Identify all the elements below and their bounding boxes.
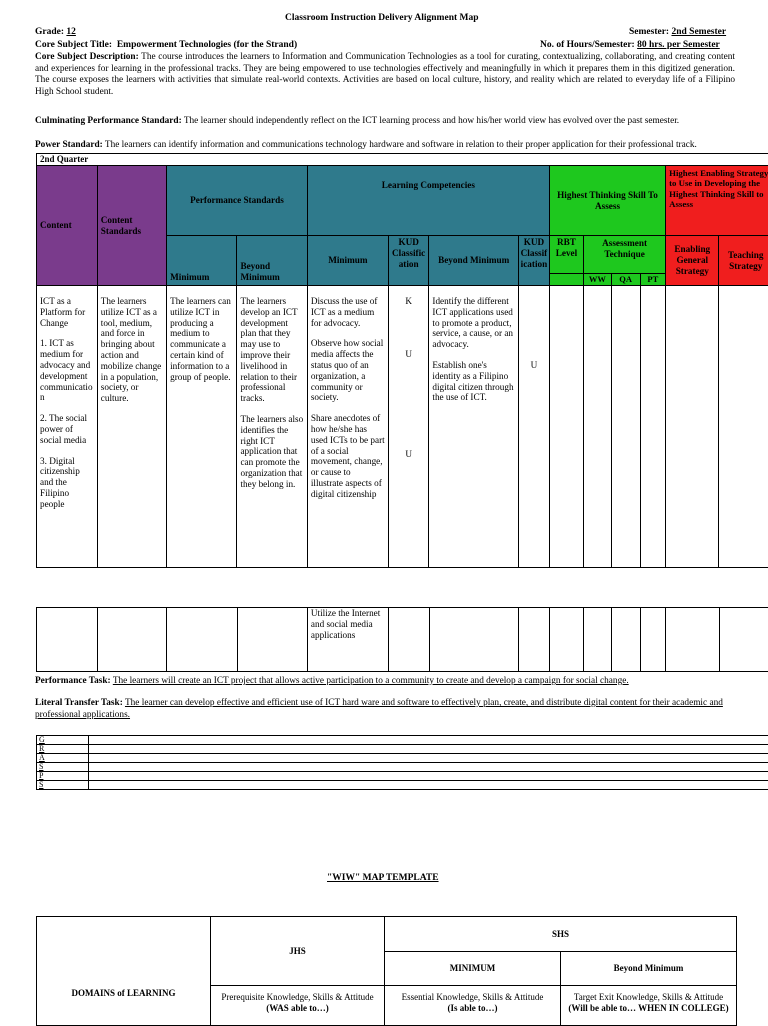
kud-1-value: K — [392, 296, 426, 307]
grasps-s2: S — [37, 781, 89, 790]
grade-line: Grade: 12 — [35, 27, 76, 39]
header-qa: QA — [611, 274, 640, 286]
cont-rbt — [550, 608, 584, 672]
content-standards-cell: The learners utilize ICT as a tool, medium, and force in bringing about action and mobilize change in a population, society, or culture. — [97, 286, 166, 568]
header-learning-competencies: Learning Competencies — [307, 166, 549, 236]
lc-minimum-3: Share anecdotes of how he/she has used ICTs to be part of a social movement, change, or cause to illustrate aspects of digital citizenship — [311, 413, 385, 499]
enabling-cell — [666, 286, 719, 568]
ps-minimum-cell: The learners can utilize ICT in producing a medium to communicate a certain kind of information to a group of people. — [167, 286, 237, 568]
ps-beyond-2: The learners also identifies the right ICT application that can promote the organization that they belong in. — [240, 414, 303, 490]
header-highest-thinking-skill: Highest Thinking Skill To Assess — [549, 166, 665, 236]
content-item-3: 3. Digital citizenship and the Filipino people — [40, 456, 94, 510]
wiw-domains: DOMAINS of LEARNING — [37, 917, 211, 1026]
cont-ps-minimum — [167, 608, 237, 672]
cont-qa — [611, 608, 640, 672]
lc-beyond-2: Establish one's identity as a Filipino digital citizen through the use of ICT. — [432, 360, 515, 403]
cont-kud-2 — [519, 608, 550, 672]
cont-enabling — [666, 608, 719, 672]
literal-transfer-task: Literal Transfer Task: The learner can develop effective and efficient use of ICT hard ware and software to effectively plan, create, and distribute digital content for their academic and professional applications. — [35, 698, 725, 721]
grade-value: 12 — [66, 27, 76, 37]
header-teaching-strategy: Teaching Strategy — [719, 236, 768, 286]
power-standard: Power Standard: The learners can identify information and communications technology hardware and software in relation to their proper application for their professional track. — [35, 140, 755, 152]
header-content: Content — [37, 166, 98, 286]
wiw-essential: Essential Knowledge, Skills & Attitude (Is able to…) — [385, 986, 561, 1026]
kud-3-value: U — [389, 449, 429, 460]
header-lc-minimum: Minimum — [307, 236, 388, 286]
core-title-value: Empowerment Technologies (for the Strand) — [117, 40, 297, 50]
kud-b-cell: U — [518, 286, 549, 568]
cont-ww — [584, 608, 612, 672]
wiw-shs: SHS — [385, 917, 737, 952]
cont-ps-beyond — [237, 608, 307, 672]
cont-teaching — [719, 608, 768, 672]
cont-content-standards — [97, 608, 166, 672]
ps-beyond-1: The learners develop an ICT development plan that they may use to improve their livelihood in relation to their professional tracks. — [240, 296, 303, 404]
wiw-table — [36, 916, 737, 1026]
semester-value: 2nd Semester — [671, 27, 726, 37]
header-content-standards: Content Standards — [97, 166, 166, 286]
cont-content — [37, 608, 98, 672]
wiw-minimum: MINIMUM — [385, 952, 561, 986]
header-assessment-technique: Assessment Technique — [584, 236, 666, 274]
cont-lc-minimum: Utilize the Internet and social media applications — [307, 608, 388, 672]
ps-beyond-cell — [237, 286, 307, 568]
header-kud-1: KUD Classification — [388, 236, 429, 286]
content-topic: ICT as a Platform for Change — [40, 296, 94, 328]
content-cell — [37, 286, 98, 568]
wiw-jhs: JHS — [211, 917, 385, 986]
header-performance-standards: Performance Standards — [167, 166, 308, 236]
kud-1-cell — [388, 286, 429, 568]
alignment-table-continued — [36, 607, 768, 672]
header-highest-enabling-strategy: Highest Enabling Strategy to Use in Developing the Highest Thinking Skill to Assess — [666, 166, 768, 236]
lc-beyond-1: Identify the different ICT applications used to promote a product, service, a cause, or an advocacy. — [432, 296, 515, 350]
lc-minimum-1: Discuss the use of ICT as a medium for advocacy. — [311, 296, 385, 328]
cont-lc-beyond — [429, 608, 519, 672]
rbt-cell — [549, 286, 583, 568]
content-item-2: 2. The social power of social media — [40, 413, 94, 445]
header-enabling-general-strategy: Enabling General Strategy — [666, 236, 719, 286]
wiw-title: "WIW" MAP TEMPLATE — [327, 873, 439, 885]
grasps-p: P — [37, 772, 89, 781]
content-item-1: 1. ICT as medium for advocacy and development communication — [40, 338, 94, 403]
header-ps-minimum: Minimum — [167, 236, 237, 286]
header-pt: PT — [640, 274, 666, 286]
hours-value: 80 hrs. per Semester — [637, 40, 720, 50]
alignment-table — [36, 153, 768, 568]
teaching-cell — [719, 286, 768, 568]
lc-minimum-cell — [307, 286, 388, 568]
qa-cell — [611, 286, 640, 568]
page-title: Classroom Instruction Delivery Alignment Map — [285, 13, 479, 25]
grasps-r: R — [37, 745, 89, 754]
grasps-a: A — [37, 754, 89, 763]
header-lc-beyond: Beyond Minimum — [429, 236, 519, 286]
grasps-g: G — [37, 736, 89, 745]
core-title-line: Core Subject Title: Empowerment Technologies (for the Strand) — [35, 40, 297, 52]
cont-pt — [640, 608, 666, 672]
pt-cell — [640, 286, 666, 568]
grasps-table — [36, 735, 768, 790]
kud-2-value: U — [389, 349, 429, 360]
cont-kud-1 — [388, 608, 429, 672]
lc-minimum-2: Observe how social media affects the status quo of an organization, a community or society. — [311, 338, 385, 403]
performance-task: Performance Task: The learners will create an ICT project that allows active participation to a community to create and develop a campaign for social change. — [35, 676, 735, 688]
header-kud-2: KUD Classification — [518, 236, 549, 286]
hours-line: No. of Hours/Semester: 80 hrs. per Semester — [540, 40, 720, 52]
core-description: Core Subject Description: The course introduces the learners to Information and Communication Technologies as a tool for curating, contextualizing, collaborating, and creating content and experiences for learning in the professional tracks. They are being empowered to use technologies effectively and meaningfully in which it prepares them in this digitized generation. The course exposes the learners with activities that simulate real-world contexts. Activities are based on local culture, history, and reality which are related to everyday life of a Filipino High School student. — [35, 52, 735, 99]
ww-cell — [584, 286, 612, 568]
lc-beyond-cell — [429, 286, 519, 568]
header-ps-beyond: Beyond Minimum — [237, 236, 307, 286]
wiw-beyond-minimum: Beyond Minimum — [561, 952, 737, 986]
wiw-target: Target Exit Knowledge, Skills & Attitude (Will be able to… WHEN IN COLLEGE) — [561, 986, 737, 1026]
semester-line: Semester: 2nd Semester — [629, 27, 726, 39]
wiw-prerequisite: Prerequisite Knowledge, Skills & Attitude (WAS able to…) — [211, 986, 385, 1026]
header-rbt-blank — [549, 274, 583, 286]
culminating-performance-standard: Culminating Performance Standard: The learner should independently reflect on the ICT learning process and how his/her world view has evolved over the past semester. — [35, 116, 735, 128]
grasps-s: S — [37, 763, 89, 772]
quarter-label: 2nd Quarter — [37, 154, 768, 166]
header-rbt-level: RBT Level — [549, 236, 583, 274]
header-ww: WW — [584, 274, 612, 286]
